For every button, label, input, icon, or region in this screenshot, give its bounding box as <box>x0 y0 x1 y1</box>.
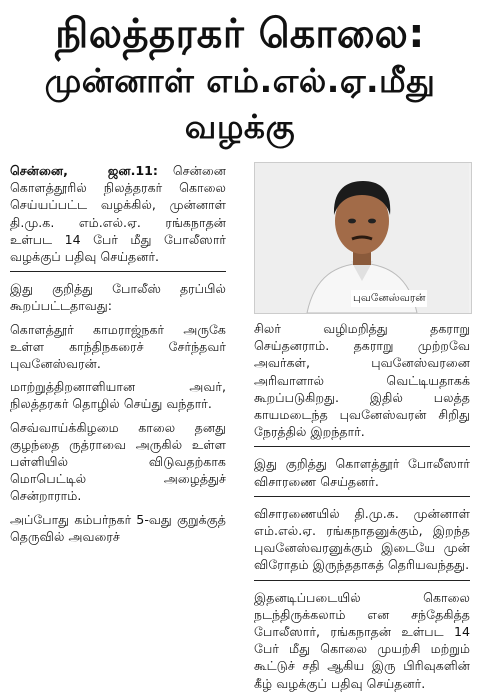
right-paragraph-3: விசாரணையில் தி.மு.க. முன்னாள் எம்.எல்.ஏ. ரங்கநாதனுக்கும், இறந்த புவனேஸ்வரனுக்கும் இடையே முன் விரோதம் இருந்ததாகத் தெரியவந்தது. <box>254 505 470 573</box>
headline <box>10 8 470 150</box>
right-column <box>254 162 470 698</box>
paragraph-2: இது குறித்து போலீஸ் தரப்பில் கூறப்பட்டதாவது: <box>10 281 226 314</box>
paragraph-3: கொளத்தூர் காமராஜ்நகர் அருகே உள்ள காந்திநகரைச் சேர்ந்தவர் புவனேஸ்வரன். <box>10 321 226 372</box>
right-paragraph-2: இது குறித்து கொளத்தூர் போலீஸார் விசாரணை செய்தனர். <box>254 456 470 489</box>
divider <box>10 271 226 272</box>
portrait-photo <box>254 162 472 314</box>
left-column <box>10 162 226 698</box>
paragraph-1 <box>10 162 226 265</box>
headline-line-1: நிலத்தரகர் கொலை: <box>55 11 425 57</box>
paragraph-5: செவ்வாய்க்கிழமை காலை தனது குழந்தை ருத்ராவை அருகில் உள்ள பள்ளியில் விடுவதற்காக மொபெட்டில் அழைத்துச் சென்றாராம். <box>10 419 226 504</box>
dateline-date: ஜன.11: <box>107 163 158 178</box>
dateline-place: சென்னை, <box>10 163 68 178</box>
divider <box>254 446 470 447</box>
photo-caption: புவனேஸ்வரன் <box>351 290 427 307</box>
divider <box>254 580 470 581</box>
right-paragraph-1: சிலர் வழிமறித்து தகராறு செய்தனராம். தகராறு முற்றவே அவர்கள், புவனேஸ்வரனை அரிவாளால் வெட்டியதாகக் கூறப்படுகிறது. இதில் பலத்த காயமடைந்த புவனேஸ்வரன் சிறிது நேரத்தில் இறந்தார். <box>254 321 470 440</box>
paragraph-6: அப்போது கம்பர்நகர் 5-வது குறுக்குத் தெருவில் அவரைச் <box>10 511 226 544</box>
divider <box>254 496 470 497</box>
article-body <box>10 162 470 698</box>
headline-line-2: முன்னாள் எம்.எல்.ஏ.மீது வழக்கு <box>44 61 436 146</box>
right-paragraph-4: இதனடிப்படையில் கொலை நடந்திருக்கலாம் என சந்தேகித்த போலீஸார், ரங்கநாதன் உள்பட 14 பேர் மீது கொலை முயற்சி மற்றும் கூட்டுச் சதி ஆகிய இரு பிரிவுகளின் கீழ் வழக்குப் பதிவு செய்தனர். <box>254 589 470 691</box>
paragraph-4: மாற்றுத்திறனாளியான அவர், நிலத்தரகர் தொழில் செய்து வந்தார். <box>10 379 226 412</box>
paragraph-1-text: சென்னை கொளத்தூரில் நிலத்தரகர் கொலை செய்யப்பட்ட வழக்கில், முன்னாள் தி.மு.க. எம்.எல்.ஏ. ரங்கநாதன் உள்பட 14 பேர் மீது போலீஸார் வழக்குப் பதிவு செய்தனர். <box>10 163 226 265</box>
